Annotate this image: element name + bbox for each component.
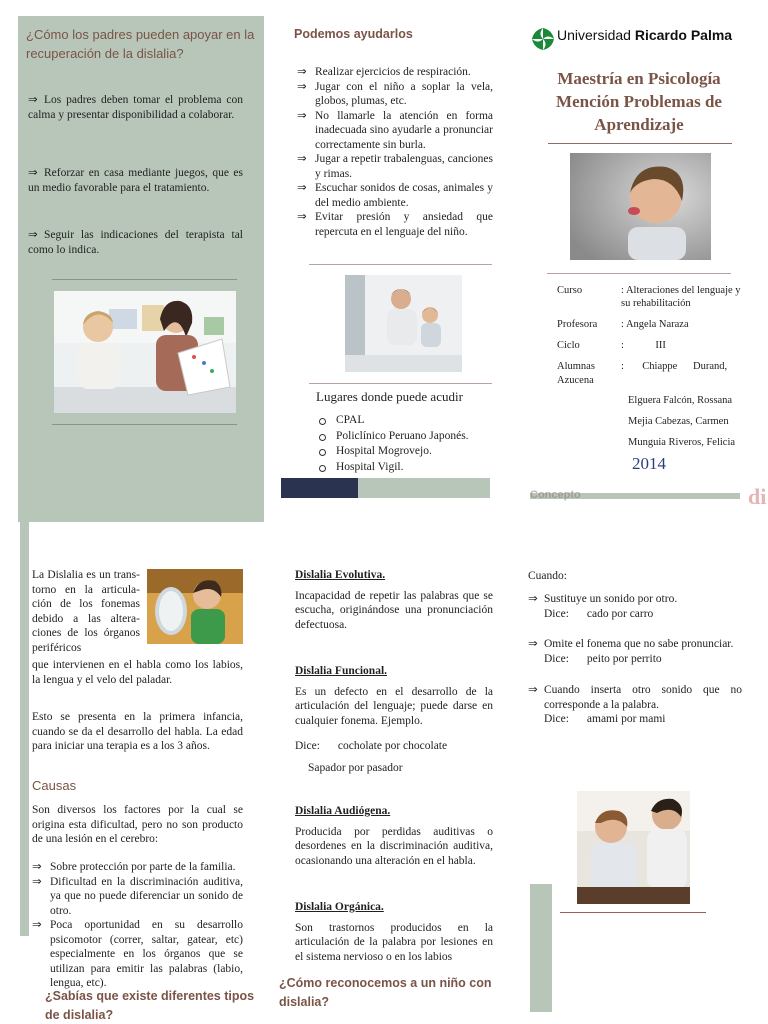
year: 2014 <box>632 454 666 473</box>
intro-para2: Esto se presenta en la primera infancia, cuando se da el desarrollo del habla. La edad para iniciar una terapia es a los 3 años. <box>32 711 243 752</box>
col2-help-list <box>297 65 493 239</box>
list-item: ⇒ Evitar presión y ansiedad que repercuta en el lenguaje del niño. <box>297 210 493 239</box>
alumna-name: Munguia Riveros, Felicia <box>628 437 736 448</box>
col2-heading: Podemos ayudarlos <box>294 27 413 41</box>
university-logo <box>530 26 556 52</box>
type-4 <box>295 900 493 964</box>
divider <box>52 279 237 280</box>
alumna-name: Elguera Falcón, Rossana <box>628 395 733 406</box>
places-heading: Lugares donde puede acudir <box>316 389 463 404</box>
list-item: ⇒ Realizar ejercicios de respiración. <box>297 65 493 80</box>
divider <box>548 143 732 144</box>
divider <box>560 912 706 913</box>
boy-father-photo <box>577 791 690 904</box>
type-title: Dislalia Orgánica. <box>295 901 384 913</box>
list-item: Hospital Vigil. <box>316 460 496 476</box>
example-2: Sapador por pasador <box>308 762 403 774</box>
boy-speech-photo <box>570 153 711 260</box>
navy-bar <box>281 478 358 498</box>
therapist-photo <box>345 275 462 372</box>
type-title: Dislalia Audiógena. <box>295 805 391 817</box>
col1-item-1: ⇒ Los padres deben tomar el problema con calma y presentar disponibilidad a colaborar. <box>28 94 243 121</box>
list-item: Hospital Mogrovejo. <box>316 444 496 460</box>
intro-rest: que intervienen en el habla como los labios, la lengua y el velo del paladar. <box>32 659 243 686</box>
type-1 <box>295 568 493 632</box>
sign-1: ⇒ Sustituye un sonido por otro. Dice: cado por carro <box>528 593 678 620</box>
green-vertical-bar <box>530 884 552 1012</box>
list-item: ⇒ Jugar con el niño a soplar la vela, globos, plumas, etc. <box>297 80 493 109</box>
university-name: Universidad Ricardo Palma <box>557 27 733 43</box>
example-dice: Dice: cocholate por chocolate <box>295 740 448 752</box>
list-item: ⇒ No llamarle la atención en forma inadecuada sino ayudarle a pronunciar correctamente sin burla. <box>297 109 493 153</box>
list-item: Policlínico Peruano Japonés. <box>316 429 496 445</box>
type-2 <box>295 664 493 728</box>
list-item: ⇒ Sobre protección por parte de la familia. <box>32 860 243 875</box>
type-3 <box>295 804 493 868</box>
boy-mirror-photo <box>147 569 243 644</box>
intro-wrap: La Dislalia es un trans-torno en la articula-ción de los fonemas debido a las altera-ciones de los órganos periféricos <box>32 569 140 654</box>
divider <box>309 264 492 265</box>
divider <box>52 424 237 425</box>
cuando-label: Cuando: <box>528 570 567 582</box>
type-text: Producida por perdidas auditivas o desordenes en la discriminación auditiva, ocasionando una alteración en el habla. <box>295 825 493 867</box>
di-text: di <box>748 484 767 509</box>
left-edge-bar <box>20 522 29 936</box>
col1-item-2: ⇒ Reforzar en casa mediante juegos, que es un medio favorable para el tratamiento. <box>28 167 243 194</box>
program-title: Maestría en Psicología Mención Problemas de Aprendizaje <box>556 69 722 134</box>
places-list <box>316 413 496 475</box>
divider <box>309 383 492 384</box>
causas-list <box>32 860 243 991</box>
list-item: ⇒ Poca oportunidad en su desarrollo psicomotor (correr, saltar, gatear, etc) especialmente en los órganos que se utilizan para emitir las palabras (labio, lengua, etc). <box>32 918 243 991</box>
type-title: Dislalia Evolutiva. <box>295 569 386 581</box>
type-title: Dislalia Funcional. <box>295 665 388 677</box>
logo-icon <box>530 26 556 52</box>
green-panel-left <box>18 16 264 522</box>
col1-heading: ¿Cómo los padres pueden apoyar en la recuperación de la dislalia? <box>26 27 255 61</box>
sign-2: ⇒ Omite el fonema que no sabe pronunciar. Dice: peito por perrito <box>528 638 734 665</box>
type-text: Son trastornos producidos en la articulación de la palabra por lesiones en el sistema nervioso o en los labios <box>295 921 493 963</box>
causas-intro: Son diversos los factores por la cual se origina esta dificultad, pero no son producto de una lesión en el cerebro: <box>32 804 243 845</box>
divider <box>547 273 731 274</box>
list-item: CPAL <box>316 413 496 429</box>
list-item: ⇒ Dificultad en la discriminación auditiva, ya que no puede diferenciar un sonido de otro. <box>32 875 243 919</box>
col1-item-3: ⇒ Seguir las indicaciones del terapista tal como lo indica. <box>28 229 243 256</box>
type-text: Incapacidad de repetir las palabras que se escucha, originándose una pronunciación defectuosa. <box>295 589 493 631</box>
list-item: ⇒ Jugar a repetir trabalenguas, canciones y rimas. <box>297 152 493 181</box>
mother-child-photo <box>54 291 236 413</box>
list-item: ⇒ Escuchar sonidos de cosas, animales y del medio ambiente. <box>297 181 493 210</box>
question-heading: ¿Cómo reconocemos a un niño con dislalia? <box>279 976 492 1009</box>
concepto-label: Concepto <box>530 489 581 501</box>
sabias-heading: ¿Sabías que existe diferentes tipos de dislalia? <box>45 989 255 1022</box>
alumna-name: Mejia Cabezas, Carmen <box>628 416 729 427</box>
causas-heading: Causas <box>32 778 77 793</box>
type-text: Es un defecto en el desarrollo de la articulación del lenguaje; puede darse en cualquier fonema. Ejemplo. <box>295 685 493 727</box>
sign-3: ⇒ Cuando inserta otro sonido que no corresponde a la palabra. Dice: amami por mami <box>528 684 742 725</box>
green-bar <box>358 478 490 498</box>
info-alumna-cont: Azucena <box>557 375 594 386</box>
